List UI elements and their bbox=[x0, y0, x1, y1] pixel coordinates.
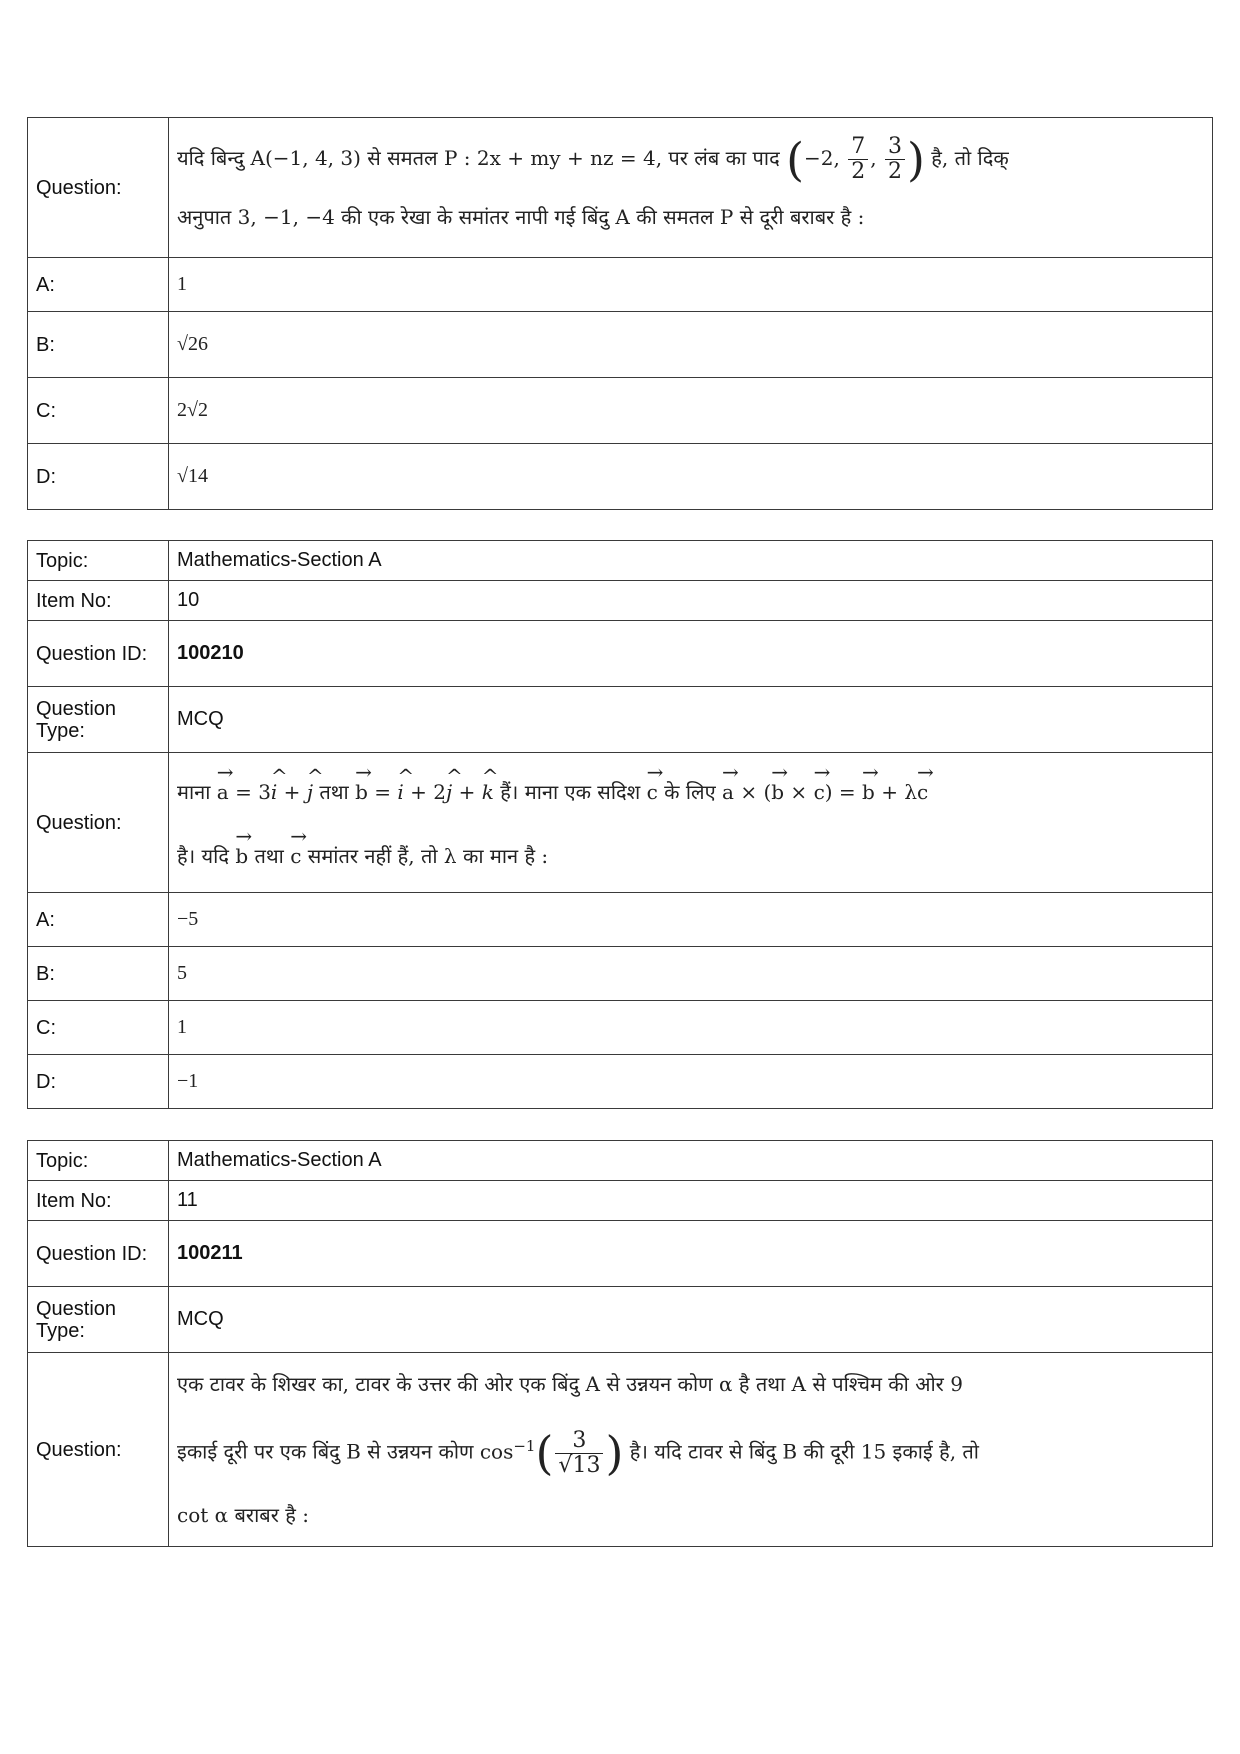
topic-label: Topic: bbox=[28, 1141, 169, 1181]
question-id-label: Question ID: bbox=[28, 621, 169, 687]
question-line-2: इकाई दूरी पर एक बिंदु B से उन्नयन कोण $\cos^{-1}$( $\frac{3}{√13}$ ) है। यदि टावर से बिंदु B की दूरी 15 इकाई है, तो bbox=[177, 1426, 979, 1481]
question-text: यदि बिन्दु A(−1, 4, 3) से समतल P : 2x + my + nz = 4, पर लंब का पाद (−2, $\frac{7}{2}$ , $\frac{3}{2}$ ) है, तो दिक् अनुपात 3, −1, −4 की एक रेखा के समांतर नापी गई बिंदु A की समतल P से दूरी बराबर है : bbox=[169, 118, 1213, 258]
fraction-3-2: $\frac{3}{2}$ bbox=[885, 135, 905, 184]
question-id-value: 100211 bbox=[169, 1221, 1213, 1287]
item-no-label: Item No: bbox=[28, 1181, 169, 1221]
question-line-1: माना → a = 3^ i + ^ j तथा → b = ^ i + 2^ j + ^ k हैं। माना एक सदिश → c के लिए → a × (→ b × → c) = → b + λ→ c bbox=[177, 759, 1212, 825]
question-line-2: अनुपात 3, −1, −4 की एक रेखा के समांतर नापी गई बिंदु A की समतल P से दूरी बराबर है : bbox=[177, 205, 865, 230]
option-a-value[interactable]: 1 bbox=[169, 258, 1213, 312]
option-a-value[interactable]: −5 bbox=[169, 893, 1213, 947]
item-no-value: 10 bbox=[169, 581, 1213, 621]
option-d-label: D: bbox=[28, 1055, 169, 1109]
fraction-3-root13: $\frac{3}{√13}$ bbox=[555, 1429, 603, 1478]
question-text bbox=[169, 753, 1213, 893]
question-id-value: 100210 bbox=[169, 621, 1213, 687]
question-type-value: MCQ bbox=[169, 1287, 1213, 1353]
question-line-1-end: है, तो दिक् bbox=[931, 145, 1009, 170]
option-b-value[interactable]: 5 bbox=[169, 947, 1213, 1001]
foot-coord-x: −2, bbox=[804, 145, 840, 170]
option-c-label: C: bbox=[28, 378, 169, 444]
topic-label: Topic: bbox=[28, 541, 169, 581]
item-no-label: Item No: bbox=[28, 581, 169, 621]
fraction-7-2: $\frac{7}{2}$ bbox=[848, 135, 868, 184]
option-d-value[interactable]: √14 bbox=[169, 444, 1213, 510]
question-block-2 bbox=[27, 540, 1213, 1109]
option-d-label: D: bbox=[28, 444, 169, 510]
option-c-value[interactable]: 2√2 bbox=[169, 378, 1213, 444]
option-b-label: B: bbox=[28, 312, 169, 378]
question-block-1 bbox=[27, 117, 1213, 510]
topic-value: Mathematics-Section A bbox=[169, 1141, 1213, 1181]
item-no-value: 11 bbox=[169, 1181, 1213, 1221]
question-label: Question: bbox=[28, 753, 169, 893]
option-a-label: A: bbox=[28, 258, 169, 312]
option-a-label: A: bbox=[28, 893, 169, 947]
question-id-label: Question ID: bbox=[28, 1221, 169, 1287]
question-line-2: है। यदि → b तथा → c समांतर नहीं हैं, तो λ का मान है : bbox=[177, 825, 1212, 887]
question-type-label: Question Type: bbox=[28, 1287, 169, 1353]
question-label: Question: bbox=[28, 118, 169, 258]
option-d-value[interactable]: −1 bbox=[169, 1055, 1213, 1109]
question-block-3 bbox=[27, 1140, 1213, 1547]
option-c-label: C: bbox=[28, 1001, 169, 1055]
option-b-label: B: bbox=[28, 947, 169, 1001]
question-line-1: यदि बिन्दु A(−1, 4, 3) से समतल P : 2x + my + nz = 4, पर लंब का पाद bbox=[177, 145, 780, 170]
topic-value: Mathematics-Section A bbox=[169, 541, 1213, 581]
question-label: Question: bbox=[28, 1353, 169, 1547]
option-b-value[interactable]: √26 bbox=[169, 312, 1213, 378]
question-text bbox=[169, 1353, 1213, 1547]
question-line-3: cot α बराबर है : bbox=[177, 1503, 309, 1528]
question-type-label: Question Type: bbox=[28, 687, 169, 753]
question-line-1: एक टावर के शिखर का, टावर के उत्तर की ओर एक बिंदु A से उन्नयन कोण α है तथा A से पश्चिम की ओर 9 bbox=[177, 1372, 963, 1396]
question-type-value: MCQ bbox=[169, 687, 1213, 753]
option-c-value[interactable]: 1 bbox=[169, 1001, 1213, 1055]
